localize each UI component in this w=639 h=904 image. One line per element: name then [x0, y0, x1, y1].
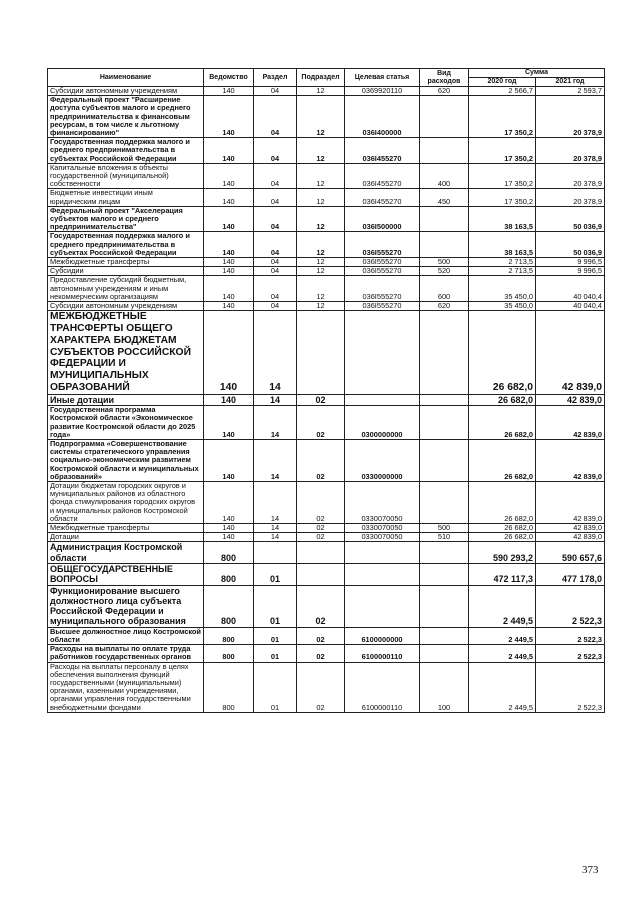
cell-v2021: 2 522,3 — [536, 585, 605, 627]
table-row — [48, 564, 605, 586]
cell-sec: 14 — [254, 439, 297, 481]
cell-v2020: 2 566,7 — [469, 87, 536, 96]
cell-sub: 12 — [297, 267, 345, 276]
cell-exp — [420, 439, 469, 481]
cell-name: Расходы на выплаты по оплате труда работников государственных органов — [48, 645, 204, 662]
table-row — [48, 267, 605, 276]
cell-sec: 01 — [254, 662, 297, 712]
cell-exp: 520 — [420, 267, 469, 276]
cell-exp: 510 — [420, 533, 469, 542]
cell-sub: 02 — [297, 406, 345, 440]
cell-v2021: 2 522,3 — [536, 662, 605, 712]
cell-v2020: 35 450,0 — [469, 276, 536, 302]
cell-sub: 02 — [297, 524, 345, 533]
cell-name: Государственная поддержка малого и среднего предпринимательства в субъектах Российской Федерации — [48, 232, 204, 258]
cell-name: Предоставление субсидий бюджетным, автономным учреждениям и иным некоммерческим организациям — [48, 276, 204, 302]
cell-sub: 02 — [297, 645, 345, 662]
cell-target — [345, 585, 420, 627]
cell-sec: 04 — [254, 206, 297, 232]
cell-dept: 140 — [204, 394, 254, 405]
table-row — [48, 481, 605, 523]
cell-v2021: 42 839,0 — [536, 481, 605, 523]
cell-name: Бюджетные инвестиции иным юридическим лицам — [48, 189, 204, 206]
cell-exp — [420, 542, 469, 564]
header-name: Наименование — [48, 69, 204, 87]
cell-dept: 140 — [204, 276, 254, 302]
cell-v2020: 38 163,5 — [469, 206, 536, 232]
cell-v2021: 40 040,4 — [536, 276, 605, 302]
cell-sec: 04 — [254, 232, 297, 258]
cell-name: Дотации бюджетам городских округов и муниципальных районов из областного фонда стимулирования городских округов и муниципальных районов Костромской области — [48, 481, 204, 523]
cell-sec: 01 — [254, 564, 297, 586]
table-row — [48, 96, 605, 138]
cell-sub: 12 — [297, 163, 345, 189]
cell-v2021: 42 839,0 — [536, 439, 605, 481]
cell-v2020: 17 350,2 — [469, 163, 536, 189]
cell-name: ОБЩЕГОСУДАРСТВЕННЫЕ ВОПРОСЫ — [48, 564, 204, 586]
cell-sec: 04 — [254, 96, 297, 138]
cell-dept: 140 — [204, 481, 254, 523]
table-row — [48, 645, 605, 662]
cell-v2020: 472 117,3 — [469, 564, 536, 586]
cell-name: Функционирование высшего должностного лица субъекта Российской Федерации и муниципального образования — [48, 585, 204, 627]
cell-name: Федеральный проект "Расширение доступа субъектов малого и среднего предпринимательства к финансовым ресурсам, в том числе к льготному финансированию" — [48, 96, 204, 138]
cell-v2020: 2 449,5 — [469, 662, 536, 712]
cell-v2021: 590 657,6 — [536, 542, 605, 564]
cell-name: Межбюджетные трансферты — [48, 258, 204, 267]
cell-sub: 12 — [297, 96, 345, 138]
cell-target — [345, 564, 420, 586]
cell-target — [345, 311, 420, 395]
header-dept: Ведомство — [204, 69, 254, 87]
cell-name: Администрация Костромской области — [48, 542, 204, 564]
cell-name: Расходы на выплаты персоналу в целях обеспечения выполнения функций государственными (муниципальными) органами, казенными учреждениями, органами управления государственными внебюджетными фондами — [48, 662, 204, 712]
cell-target: 6100000000 — [345, 627, 420, 644]
table-row — [48, 406, 605, 440]
cell-v2020: 17 350,2 — [469, 138, 536, 164]
table-row — [48, 311, 605, 395]
cell-v2021: 42 839,0 — [536, 394, 605, 405]
cell-v2020: 590 293,2 — [469, 542, 536, 564]
cell-target: 036I555270 — [345, 302, 420, 311]
cell-target: 036I555270 — [345, 276, 420, 302]
cell-name: Государственная программа Костромской области «Экономическое развитие Костромской области до 2025 года» — [48, 406, 204, 440]
cell-exp — [420, 406, 469, 440]
table-row — [48, 394, 605, 405]
cell-dept: 140 — [204, 258, 254, 267]
cell-sub: 02 — [297, 627, 345, 644]
header-sum: Сумма — [469, 69, 605, 78]
cell-v2021: 20 378,9 — [536, 163, 605, 189]
cell-dept: 140 — [204, 189, 254, 206]
cell-target: 036I555270 — [345, 258, 420, 267]
cell-exp — [420, 206, 469, 232]
cell-exp: 620 — [420, 87, 469, 96]
cell-exp — [420, 481, 469, 523]
cell-target: 0330070050 — [345, 481, 420, 523]
cell-v2021: 50 036,9 — [536, 206, 605, 232]
cell-v2020: 26 682,0 — [469, 439, 536, 481]
cell-v2020: 2 713,5 — [469, 258, 536, 267]
cell-sec: 04 — [254, 302, 297, 311]
cell-target: 0330070050 — [345, 524, 420, 533]
cell-target: 0330000000 — [345, 439, 420, 481]
cell-sub: 12 — [297, 206, 345, 232]
cell-sub: 12 — [297, 87, 345, 96]
cell-v2021: 20 378,9 — [536, 138, 605, 164]
cell-sec: 04 — [254, 258, 297, 267]
cell-sec: 04 — [254, 138, 297, 164]
cell-v2021: 9 996,5 — [536, 267, 605, 276]
cell-name: Высшее должностное лицо Костромской области — [48, 627, 204, 644]
cell-v2021: 2 593,7 — [536, 87, 605, 96]
cell-v2021: 9 996,5 — [536, 258, 605, 267]
cell-v2020: 26 682,0 — [469, 533, 536, 542]
cell-sec: 14 — [254, 524, 297, 533]
cell-exp — [420, 232, 469, 258]
cell-exp — [420, 564, 469, 586]
cell-sub: 02 — [297, 533, 345, 542]
table-row — [48, 258, 605, 267]
cell-v2020: 2 449,5 — [469, 585, 536, 627]
cell-exp — [420, 96, 469, 138]
cell-exp: 500 — [420, 258, 469, 267]
cell-exp: 500 — [420, 524, 469, 533]
cell-sec: 01 — [254, 585, 297, 627]
cell-dept: 140 — [204, 302, 254, 311]
cell-v2020: 26 682,0 — [469, 406, 536, 440]
cell-sec: 01 — [254, 645, 297, 662]
table-row — [48, 232, 605, 258]
cell-sec: 14 — [254, 406, 297, 440]
cell-v2020: 26 682,0 — [469, 311, 536, 395]
cell-dept: 140 — [204, 87, 254, 96]
cell-sec: 04 — [254, 87, 297, 96]
cell-v2020: 2 713,5 — [469, 267, 536, 276]
table-row — [48, 627, 605, 644]
cell-dept: 800 — [204, 645, 254, 662]
cell-dept: 140 — [204, 311, 254, 395]
cell-dept: 140 — [204, 533, 254, 542]
table-row — [48, 189, 605, 206]
cell-target: 036I400000 — [345, 96, 420, 138]
cell-v2021: 42 839,0 — [536, 311, 605, 395]
cell-sub: 02 — [297, 394, 345, 405]
cell-dept: 800 — [204, 564, 254, 586]
cell-sec: 14 — [254, 394, 297, 405]
cell-v2020: 17 350,2 — [469, 189, 536, 206]
cell-sub: 12 — [297, 302, 345, 311]
cell-sub: 02 — [297, 585, 345, 627]
table-row — [48, 439, 605, 481]
cell-name: Субсидии — [48, 267, 204, 276]
page-number: 373 — [582, 864, 599, 876]
cell-sec: 04 — [254, 189, 297, 206]
table-row — [48, 542, 605, 564]
cell-v2021: 477 178,0 — [536, 564, 605, 586]
cell-sub: 02 — [297, 481, 345, 523]
cell-exp: 620 — [420, 302, 469, 311]
cell-target: 036I555270 — [345, 267, 420, 276]
cell-v2021: 42 839,0 — [536, 533, 605, 542]
header-2020: 2020 год — [469, 78, 536, 87]
cell-v2020: 2 449,5 — [469, 627, 536, 644]
cell-name: МЕЖБЮДЖЕТНЫЕ ТРАНСФЕРТЫ ОБЩЕГО ХАРАКТЕРА БЮДЖЕТАМ СУБЪЕКТОВ РОССИЙСКОЙ ФЕДЕРАЦИИ И МУНИЦИПАЛЬНЫХ ОБРАЗОВАНИЙ — [48, 311, 204, 395]
table-row — [48, 585, 605, 627]
header-exptype: Вид расходов — [420, 69, 469, 87]
cell-v2020: 2 449,5 — [469, 645, 536, 662]
table-row — [48, 302, 605, 311]
cell-sub: 12 — [297, 189, 345, 206]
table-body — [48, 87, 605, 713]
cell-exp — [420, 311, 469, 395]
table-row — [48, 206, 605, 232]
cell-sec: 04 — [254, 267, 297, 276]
header-target: Целевая статья — [345, 69, 420, 87]
cell-dept: 800 — [204, 585, 254, 627]
cell-v2020: 17 350,2 — [469, 96, 536, 138]
cell-sec: 01 — [254, 627, 297, 644]
cell-name: Дотации — [48, 533, 204, 542]
cell-v2021: 2 522,3 — [536, 645, 605, 662]
cell-exp — [420, 627, 469, 644]
cell-target — [345, 394, 420, 405]
cell-exp — [420, 138, 469, 164]
cell-dept: 140 — [204, 96, 254, 138]
cell-sec: 14 — [254, 481, 297, 523]
cell-target: 0330070050 — [345, 533, 420, 542]
cell-sub — [297, 542, 345, 564]
cell-name: Иные дотации — [48, 394, 204, 405]
cell-v2021: 20 378,9 — [536, 189, 605, 206]
cell-dept: 140 — [204, 206, 254, 232]
cell-name: Подпрограмма «Совершенствование системы стратегического управления социально-экономическим развитием Костромской области и муниципальных образований» — [48, 439, 204, 481]
cell-sub: 12 — [297, 258, 345, 267]
cell-exp: 450 — [420, 189, 469, 206]
cell-target: 036I455270 — [345, 189, 420, 206]
cell-name: Федеральный проект "Акселерация субъектов малого и среднего предпринимательства" — [48, 206, 204, 232]
table-row — [48, 163, 605, 189]
cell-name: Субсидии автономным учреждениям — [48, 302, 204, 311]
cell-exp: 400 — [420, 163, 469, 189]
cell-sub: 02 — [297, 439, 345, 481]
cell-dept: 800 — [204, 627, 254, 644]
table-row — [48, 524, 605, 533]
cell-dept: 800 — [204, 662, 254, 712]
cell-sub: 02 — [297, 662, 345, 712]
cell-exp: 600 — [420, 276, 469, 302]
cell-name: Межбюджетные трансферты — [48, 524, 204, 533]
cell-dept: 140 — [204, 163, 254, 189]
cell-v2021: 20 378,9 — [536, 96, 605, 138]
header-section: Раздел — [254, 69, 297, 87]
cell-v2021: 50 036,9 — [536, 232, 605, 258]
cell-dept: 140 — [204, 439, 254, 481]
table-row — [48, 662, 605, 712]
table-row — [48, 533, 605, 542]
cell-dept: 140 — [204, 232, 254, 258]
table-row — [48, 87, 605, 96]
cell-name: Капитальные вложения в объекты государственной (муниципальной) собственности — [48, 163, 204, 189]
budget-table — [47, 68, 605, 713]
header-2021: 2021 год — [536, 78, 605, 87]
cell-sec: 14 — [254, 533, 297, 542]
cell-dept: 800 — [204, 542, 254, 564]
cell-target: 0300000000 — [345, 406, 420, 440]
cell-target: 036I555270 — [345, 232, 420, 258]
cell-dept: 140 — [204, 406, 254, 440]
cell-sec: 04 — [254, 276, 297, 302]
cell-v2020: 26 682,0 — [469, 524, 536, 533]
cell-exp — [420, 645, 469, 662]
cell-target — [345, 542, 420, 564]
cell-v2021: 2 522,3 — [536, 627, 605, 644]
cell-name: Субсидии автономным учреждениям — [48, 87, 204, 96]
cell-sub: 12 — [297, 138, 345, 164]
cell-sub: 12 — [297, 276, 345, 302]
cell-sec: 04 — [254, 163, 297, 189]
cell-v2020: 26 682,0 — [469, 481, 536, 523]
cell-dept: 140 — [204, 267, 254, 276]
cell-sec: 14 — [254, 311, 297, 395]
header-subsection: Подраздел — [297, 69, 345, 87]
table-row — [48, 276, 605, 302]
cell-v2020: 26 682,0 — [469, 394, 536, 405]
cell-v2021: 42 839,0 — [536, 524, 605, 533]
cell-exp: 100 — [420, 662, 469, 712]
cell-v2020: 38 163,5 — [469, 232, 536, 258]
cell-target: 036I500000 — [345, 206, 420, 232]
cell-target: 6100000110 — [345, 662, 420, 712]
cell-exp — [420, 585, 469, 627]
cell-dept: 140 — [204, 524, 254, 533]
cell-v2021: 40 040,4 — [536, 302, 605, 311]
cell-name: Государственная поддержка малого и среднего предпринимательства в субъектах Российской Федерации — [48, 138, 204, 164]
cell-target: 6100000110 — [345, 645, 420, 662]
cell-sub: 12 — [297, 232, 345, 258]
cell-v2021: 42 839,0 — [536, 406, 605, 440]
cell-v2020: 35 450,0 — [469, 302, 536, 311]
cell-sub — [297, 311, 345, 395]
table-row — [48, 138, 605, 164]
cell-target: 036I455270 — [345, 163, 420, 189]
cell-sub — [297, 564, 345, 586]
cell-dept: 140 — [204, 138, 254, 164]
cell-sec — [254, 542, 297, 564]
cell-target: 0369920110 — [345, 87, 420, 96]
cell-exp — [420, 394, 469, 405]
cell-target: 036I455270 — [345, 138, 420, 164]
